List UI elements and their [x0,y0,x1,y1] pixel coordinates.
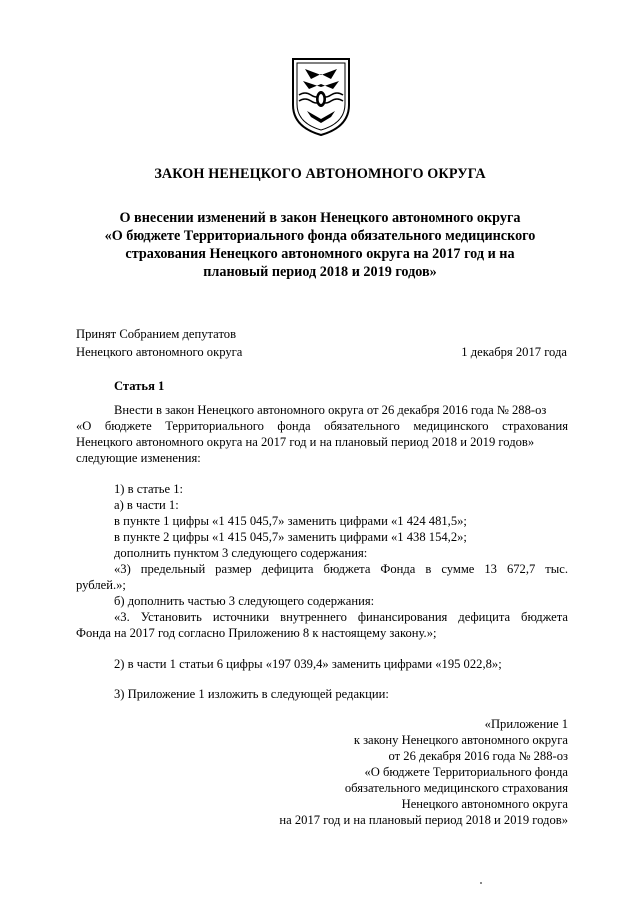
adoption-date: 1 декабря 2017 года [461,345,567,359]
intro-line: следующие изменения: [76,451,201,465]
item-2: 2) в части 1 статьи 6 цифры «197 039,4» заменить цифрами «195 022,8»; [114,657,502,671]
appendix-header-line: обязательного медицинского страхования [344,781,568,795]
item-1a-point-3: дополнить пунктом 3 следующего содержания: [114,546,368,560]
appendix-header-line: «Приложение 1 [484,717,568,731]
item-1-head: 1) в статье 1: [114,482,184,496]
appendix-header-line: к закону Ненецкого автономного округа [353,733,568,747]
scan-speck [480,882,482,884]
item-1a-text: рублей.»; [76,578,126,592]
adoption-body [76,325,242,361]
subject-line: плановый период 2018 и 2019 годов» [203,264,437,280]
law-title: ЗАКОН НЕНЕЦКОГО АВТОНОМНОГО ОКРУГА [154,166,486,182]
intro-line: Ненецкого автономного округа на 2017 год и на плановый период 2018 и 2019 годов» [76,435,535,449]
subject-line: страхования Ненецкого автономного округа на 2017 год и на [125,246,515,262]
appendix-header-line: на 2017 год и на плановый период 2018 и 2019 годов» [279,813,568,827]
law-subject [60,209,580,281]
coat-of-arms-icon [291,57,351,137]
adoption-line: Ненецкого автономного округа [76,345,243,359]
appendix-header-line: Ненецкого автономного округа [401,797,568,811]
item-1b-head: б) дополнить частью 3 следующего содержания: [114,594,375,608]
item-1b-text: «3. Установить источники внутреннего финансирования дефицита бюджета [114,610,568,624]
article-title: Статья 1 [114,379,165,393]
item-1a-head: а) в части 1: [114,498,179,512]
intro-line: «О бюджете Территориального фонда обязательного медицинского страхования [76,419,568,433]
subject-line: «О бюджете Территориального фонда обязательного медицинского [104,228,536,244]
appendix-header-line: от 26 декабря 2016 года № 288-оз [388,749,568,763]
item-3: 3) Приложение 1 изложить в следующей редакции: [114,687,389,701]
item-1a-point-1: в пункте 1 цифры «1 415 045,7» заменить цифрами «1 424 481,5»; [114,514,467,528]
subject-line: О внесении изменений в закон Ненецкого автономного округа [119,210,521,226]
item-1b-text: Фонда на 2017 год согласно Приложению 8 к настоящему закону.»; [76,626,437,640]
intro-line: Внести в закон Ненецкого автономного округа от 26 декабря 2016 года № 288-оз [114,403,547,417]
item-1a-point-2: в пункте 2 цифры «1 415 045,7» заменить цифрами «1 438 154,2»; [114,530,467,544]
adoption-line: Принят Собранием депутатов [76,327,237,341]
appendix-header-line: «О бюджете Территориального фонда [364,765,568,779]
item-1a-text: «3) предельный размер дефицита бюджета Фонда в сумме 13 672,7 тыс. [114,562,568,576]
